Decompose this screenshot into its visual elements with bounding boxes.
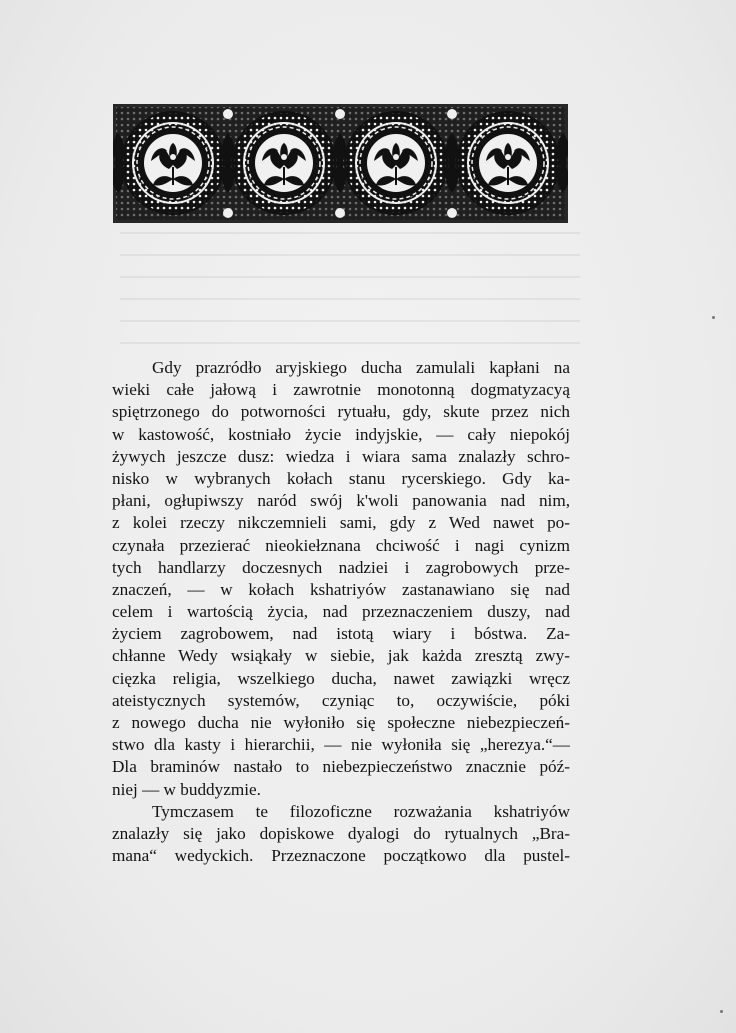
text-line: spiętrzonego do potworności rytuału, gdy, skute przez nich <box>112 402 570 422</box>
show-through-text <box>120 232 580 362</box>
text-line: znalazły się jako dopiskowe dyalogi do rytualnych „Bra- <box>112 823 570 843</box>
text-line: w kastowość, kostniało życie indyjskie, — cały niepokój <box>112 424 570 444</box>
text-line: Tymczasem te filozoficzne rozważania kshatriyów <box>152 801 570 821</box>
text-line: tych handlarzy doczesnych nadziei i zagrobowych prze- <box>112 557 570 577</box>
text-line: wieki całe jałową i zawrotnie monotonną dogmatyzacyą <box>112 380 570 400</box>
text-line: z kolei rzeczy nikczemnieli sami, gdy z Wed nawet po- <box>112 513 570 533</box>
paragraph <box>112 801 570 868</box>
text-line: żywych jeszcze dusz: wiedza i wiara sama znalazły schro- <box>112 446 570 466</box>
paper-speck <box>720 1010 723 1013</box>
text-line: Gdy prazródło aryjskiego ducha zamulali kapłani na <box>152 358 570 377</box>
text-line: nisko w wybranych kołach stanu rycerskiego. Gdy ka- <box>112 468 570 488</box>
text-line: mana“ wedyckich. Przeznaczone początkowo dla pustel- <box>112 846 570 866</box>
floral-ornament-icon <box>113 104 568 223</box>
text-line: znaczeń, — w kołach kshatriyów zastanawiano się nad <box>112 579 570 599</box>
text-line: z nowego ducha nie wyłoniło się społeczne niebezpieczeń- <box>112 713 570 732</box>
paragraph <box>112 357 570 801</box>
text-line: niej — w buddyzmie. <box>112 779 261 799</box>
text-line: Dla braminów nastało to niebezpieczeństwo znacznie póź- <box>112 757 570 777</box>
text-line: płani, ogłupiwszy naród swój k'woli panowania nad nim, <box>112 491 570 511</box>
text-line: życiem zagrobowem, nad istotą wiary i bóstwa. Za- <box>112 624 570 644</box>
body-text <box>112 357 570 867</box>
text-line: ateistycznych systemów, czyniąc to, oczywiście, póki <box>112 690 570 710</box>
text-line: chłanne Wedy wsiąkały w siebie, jak każda zresztą zwy- <box>112 646 570 666</box>
text-line: celem i wartością życia, nad przeznaczeniem duszy, nad <box>112 602 570 622</box>
paper-speck <box>712 316 715 319</box>
text-line: stwo dla kasty i hierarchii, — nie wyłoniła się „herezya.“— <box>112 735 570 755</box>
text-line: cięzka religia, wszelkiego ducha, nawet zawiązki wręcz <box>112 668 570 688</box>
text-line: czynała przezierać nieokiełznana chciwość i nagi cynizm <box>112 535 570 555</box>
